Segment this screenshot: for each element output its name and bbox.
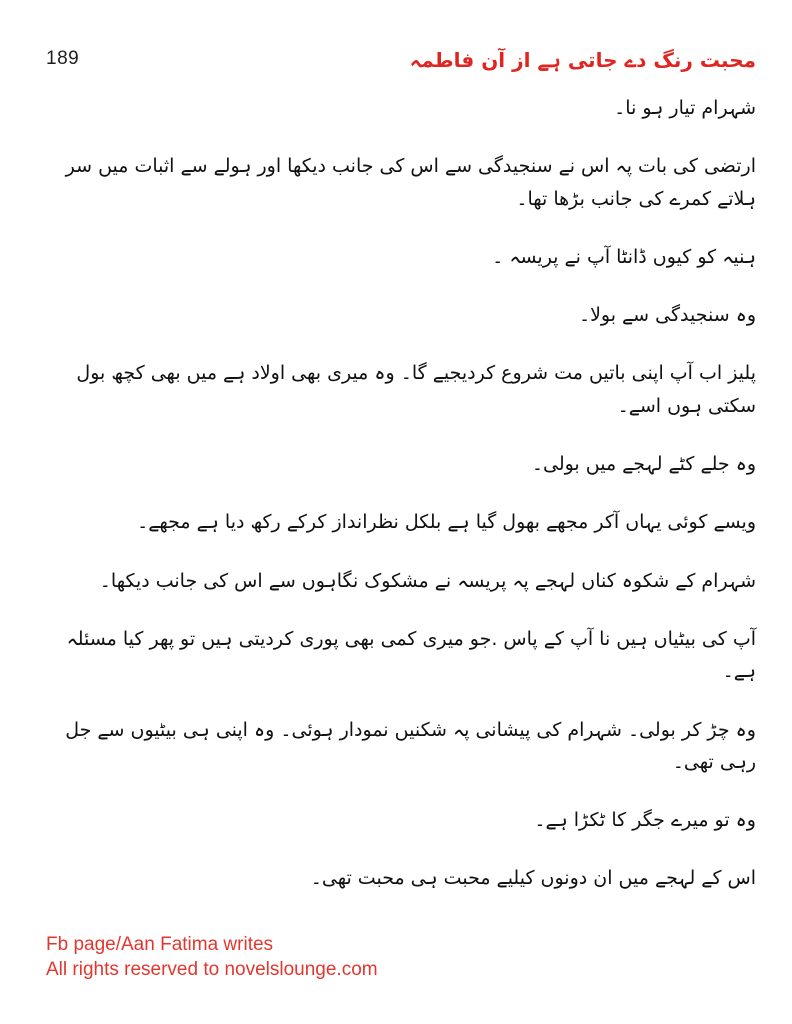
page-header: [0, 0, 792, 76]
page-number: 189: [46, 48, 80, 69]
book-title: محبت رنگ دے جاتی ہے از آن فاطمہ: [409, 48, 756, 72]
page-footer: [46, 932, 378, 982]
paragraph: ویسے کوئی یہاں آکر مجھے بھول گیا ہے بلکل نظرانداز کرکے رکھ دیا ہے مجھے۔: [137, 511, 756, 534]
paragraph: آپ کی بیٹیاں ہیں نا آپ کے پاس .جو میری کمی بھی پوری کردیتی ہیں تو پھر کیا مسئلہ ہے۔: [66, 627, 756, 683]
footer-rights: All rights reserved to novelslounge.com: [46, 958, 378, 980]
paragraph: اس کے لہجے میں ان دونوں کیلیے محبت ہی محبت تھی۔: [310, 867, 756, 890]
paragraph: وہ تو میرے جگر کا ٹکڑا ہے۔: [534, 809, 756, 832]
paragraph: شہرام کے شکوہ کناں لہجے پہ پریسہ نے مشکوک نگاہوں سے اس کی جانب دیکھا۔: [99, 569, 756, 592]
paragraph: شہرام تیار ہو نا۔: [614, 97, 756, 119]
paragraph: ارتضی کی بات پہ اس نے سنجیدگی سے اس کی جانب دیکھا اور ہولے سے اثبات میں سر ہلاتے کمرے کی جانب بڑھا تھا۔: [65, 155, 756, 210]
paragraph: پلیز اب آپ اپنی باتیں مت شروع کردیجیے گا۔ وہ میری بھی اولاد ہے میں بھی کچھ بول سکتی ہوں اسے۔: [76, 362, 756, 417]
story-text: [0, 76, 792, 895]
paragraph: وہ سنجیدگی سے بولا۔: [578, 304, 756, 327]
footer-fb-page: Fb page/Aan Fatima writes: [46, 933, 274, 955]
paragraph: وہ جلے کٹے لہجے میں بولی۔: [531, 453, 756, 476]
paragraph: وہ چڑ کر بولی۔ شہرام کی پیشانی پہ شکنیں نمودار ہوئی۔ وہ اپنی ہی بیٹیوں سے جل رہی تھی۔: [65, 718, 756, 773]
paragraph: ہنیہ کو کیوں ڈانٹا آپ نے پریسہ ۔: [492, 245, 756, 268]
